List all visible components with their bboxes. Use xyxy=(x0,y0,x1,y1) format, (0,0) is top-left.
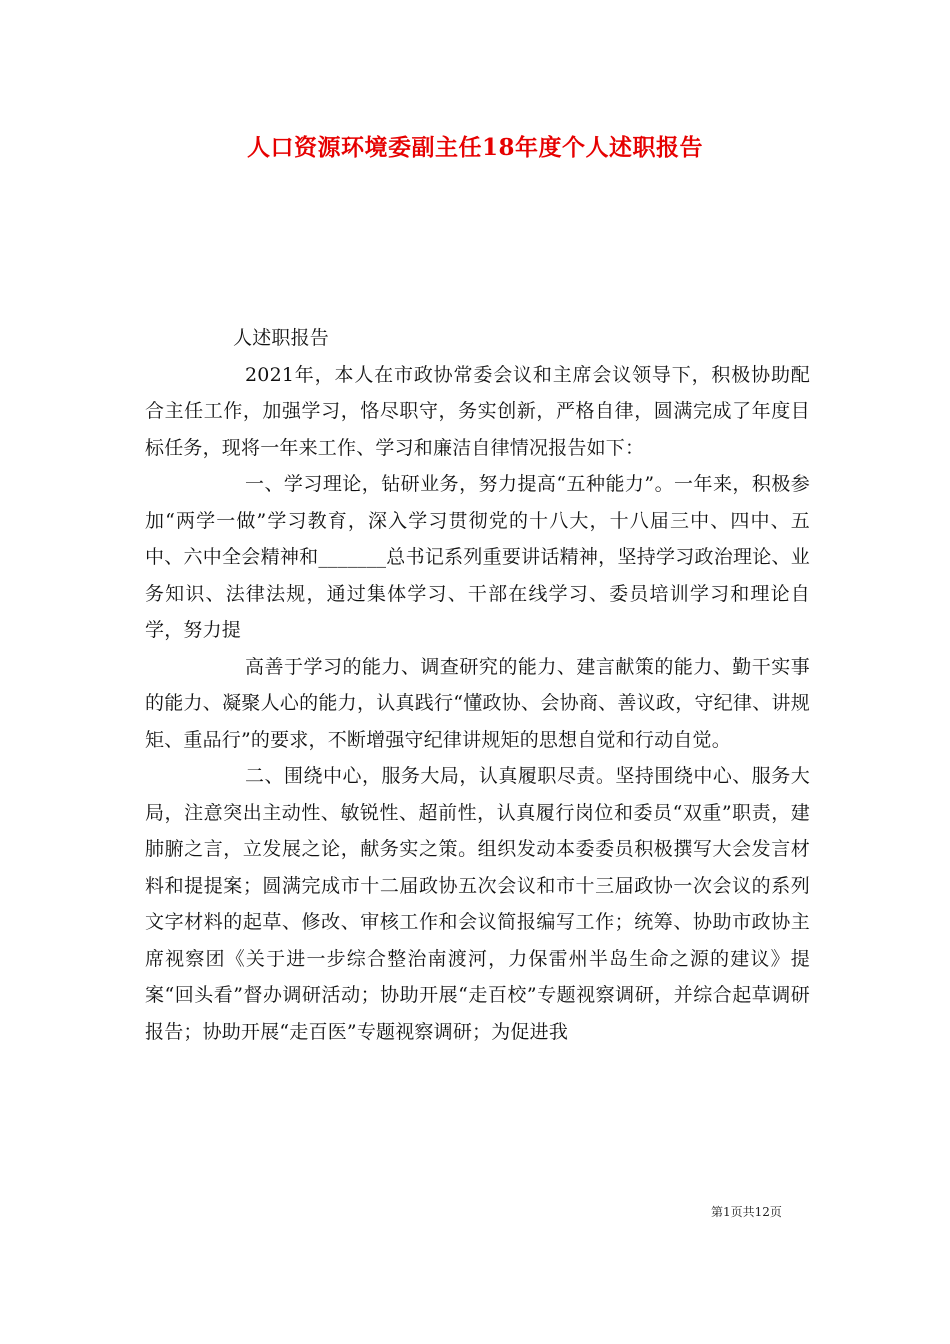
document-title: 人口资源环境委副主任18年度个人述职报告 xyxy=(246,134,703,161)
document-body xyxy=(145,320,810,1050)
paragraph-section-one-continued: 高善于学习的能力、调查研究的能力、建言献策的能力、勤干实事的能力、凝聚人心的能力，认真践行“懂政协、会协商、善议政，守纪律、讲规矩、重品行”的要求，不断增强守纪律讲规矩的思想自觉和行动自觉。 xyxy=(145,655,810,751)
paragraph-section-one: 一、学习理论，钻研业务，努力提高“五种能力”。一年来，积极参加“两学一做”学习教育，深入学习贯彻党的十八大，十八届三中、四中、五中、六中全会精神和_______总书记系列重要讲话精神，坚持学习政治理论、业务知识、法律法规，通过集体学习、干部在线学习、委员培训学习和理论自学，努力提 xyxy=(145,473,810,641)
paragraph-intro: 2021年，本人在市政协常委会议和主席会议领导下，积极协助配合主任工作，加强学习，恪尽职守，务实创新，严格自律，圆满完成了年度目标任务，现将一年来工作、学习和廉洁自律情况报告如下： xyxy=(145,363,810,459)
paragraph-section-two: 二、围绕中心，服务大局，认真履职尽责。坚持围绕中心、服务大局，注意突出主动性、敏锐性、超前性，认真履行岗位和委员“双重”职责，建肺腑之言，立发展之论，献务实之策。组织发动本委委员积极撰写大会发言材料和提提案；圆满完成市十二届政协五次会议和市十三届政协一次会议的系列文字材料的起草、修改、审核工作和会议简报编写工作；统筹、协助市政协主席视察团《关于进一步综合整治南渡河，力保雷州半岛生命之源的建议》提案“回头看”督办调研活动；协助开展“走百校”专题视察调研，并综合起草调研报告；协助开展“走百医”专题视察调研；为促进我 xyxy=(145,765,810,1043)
page-footer: 第1页共12页 xyxy=(711,1205,782,1219)
paragraph-heading: 人述职报告 xyxy=(233,327,330,349)
